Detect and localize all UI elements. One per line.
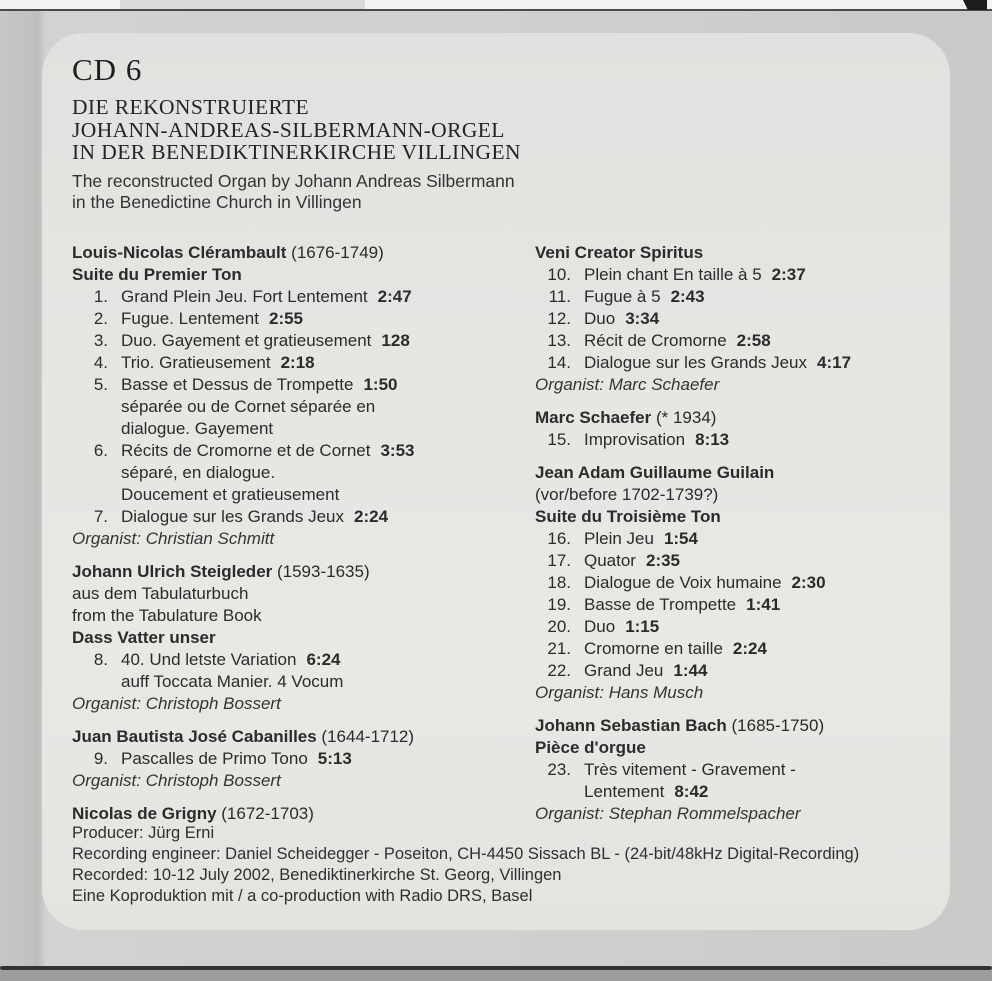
heading-bold-text: Suite du Troisième Ton xyxy=(535,507,721,526)
credits-footer xyxy=(72,823,859,907)
track-title: séparée ou de Cornet séparée en xyxy=(121,397,376,416)
track-time: 3:53 xyxy=(380,441,415,460)
track-time: 8:13 xyxy=(695,430,730,449)
track-title: Récits de Cromorne et de Cornet xyxy=(121,441,371,460)
track-row xyxy=(535,352,935,374)
section-heading-line xyxy=(535,462,935,484)
album-title-english xyxy=(72,171,521,214)
composer-section xyxy=(535,715,935,825)
heading-bold-text: Louis-Nicolas Clérambault xyxy=(72,243,287,262)
track-number: 9. xyxy=(93,749,108,768)
track-row xyxy=(535,759,935,781)
track-title: Fugue. Lentement xyxy=(121,309,259,328)
composer-section xyxy=(535,242,935,396)
track-time: 2:55 xyxy=(268,309,304,328)
track-number xyxy=(72,418,108,440)
track-number: 13. xyxy=(547,331,571,350)
track-row xyxy=(72,308,502,330)
page-header xyxy=(72,53,521,214)
track-time: 1:50 xyxy=(363,375,398,394)
track-row xyxy=(72,286,502,308)
track-title: Trio. Gratieusement xyxy=(121,353,271,372)
track-number: 5. xyxy=(93,375,108,394)
heading-text: (* 1934) xyxy=(651,408,717,427)
track-time: 3:34 xyxy=(625,309,660,328)
track-time: 1:41 xyxy=(746,595,781,614)
track-time: 4:17 xyxy=(817,353,852,372)
heading-text: (1685-1750) xyxy=(726,716,825,735)
track-title: Pascalles de Primo Tono xyxy=(121,749,308,768)
heading-bold-text: Pièce d'orgue xyxy=(535,738,646,757)
track-row xyxy=(72,330,502,352)
track-number: 7. xyxy=(93,507,108,526)
heading-bold-text: Suite du Premier Ton xyxy=(72,265,242,284)
organist-credit: Organist: Marc Schaefer xyxy=(535,375,720,394)
heading-bold-text: Jean Adam Guillaume Guilain xyxy=(535,463,775,482)
track-continuation-row xyxy=(72,484,502,506)
heading-bold-text: Dass Vatter unser xyxy=(72,628,216,647)
track-title: auff Toccata Manier. 4 Vocum xyxy=(121,672,344,691)
track-row xyxy=(535,286,935,308)
track-row xyxy=(72,440,502,462)
title-line-1: DIE REKONSTRUIERTE xyxy=(72,95,310,119)
track-row xyxy=(72,374,502,396)
track-title: Basse de Trompette xyxy=(584,595,737,614)
heading-text: aus dem Tabulaturbuch xyxy=(72,584,249,603)
track-continuation-row xyxy=(72,396,502,418)
track-title: Plein Jeu xyxy=(584,529,654,548)
track-number: 2. xyxy=(93,309,108,328)
track-row xyxy=(72,506,502,528)
composer-section xyxy=(535,462,935,704)
track-number: 11. xyxy=(548,287,571,306)
album-title-german xyxy=(72,96,521,164)
track-time: 2:35 xyxy=(645,551,681,570)
track-title: Quator xyxy=(584,551,636,570)
track-title: Dialogue de Voix humaine xyxy=(584,573,782,592)
track-title: Très vitement - Gravement - xyxy=(584,760,796,779)
track-title: Plein chant En taille à 5 xyxy=(584,265,762,284)
track-title: Dialogue sur les Grands Jeux xyxy=(121,507,345,526)
credit-producer: Producer: Jürg Erni xyxy=(72,824,215,842)
track-row xyxy=(72,649,502,671)
track-time: 2:37 xyxy=(771,265,806,284)
section-heading-line xyxy=(535,737,935,759)
heading-bold-text: Juan Bautista José Cabanilles xyxy=(72,727,317,746)
track-title: Duo. Gayement et gratieusement xyxy=(121,331,372,350)
track-time: 8:42 xyxy=(674,782,709,801)
composer-section xyxy=(72,242,502,550)
heading-bold-text: Johann Sebastian Bach xyxy=(535,716,727,735)
track-time: 2:18 xyxy=(280,353,315,372)
track-title: dialogue. Gayement xyxy=(121,419,274,438)
heading-text: (1672-1703) xyxy=(216,804,314,823)
track-time: 1:15 xyxy=(625,617,660,636)
organist-credit: Organist: Christoph Bossert xyxy=(72,694,281,713)
track-title: Duo xyxy=(584,617,616,636)
track-continuation-row xyxy=(72,418,502,440)
track-row xyxy=(535,308,935,330)
track-row xyxy=(535,572,935,594)
track-number: 8. xyxy=(93,650,108,669)
track-number: 3. xyxy=(93,331,108,350)
subtitle-line-1: The reconstructed Organ by Johann Andreas Silbermann xyxy=(72,170,515,191)
track-title: Cromorne en taille xyxy=(584,639,723,658)
scan-bottom-edge-shade xyxy=(0,970,992,981)
track-time: 1:44 xyxy=(673,661,708,680)
track-number: 4. xyxy=(93,353,108,372)
heading-bold-text: Nicolas de Grigny xyxy=(72,804,217,823)
section-heading-line xyxy=(535,715,935,737)
track-number: 22. xyxy=(547,661,571,680)
track-row xyxy=(535,616,935,638)
track-number xyxy=(72,462,108,484)
section-heading-line xyxy=(72,803,502,825)
section-heading-line xyxy=(72,561,502,583)
heading-text: (1676-1749) xyxy=(286,243,384,262)
track-title: 40. Und letste Variation xyxy=(121,650,297,669)
track-title: Récit de Cromorne xyxy=(584,331,727,350)
composer-section xyxy=(72,803,502,825)
track-row xyxy=(535,660,935,682)
track-number: 14. xyxy=(547,353,571,372)
track-time: 5:13 xyxy=(317,749,352,768)
track-row xyxy=(535,330,935,352)
track-number: 10. xyxy=(547,265,571,284)
track-number: 6. xyxy=(93,441,108,460)
track-number: 19. xyxy=(547,595,571,614)
track-time: 2:24 xyxy=(732,639,767,658)
heading-text: (1593-1635) xyxy=(272,562,370,581)
track-number: 15. xyxy=(547,430,571,449)
track-column-left xyxy=(72,242,502,836)
heading-text: from the Tabulature Book xyxy=(72,606,262,625)
title-line-2: JOHANN-ANDREAS-SILBERMANN-ORGEL xyxy=(72,117,505,142)
organist-credit: Organist: Christian Schmitt xyxy=(72,529,275,548)
booklet-page xyxy=(42,33,950,930)
track-title: Doucement et gratieusement xyxy=(121,485,340,504)
section-heading-line xyxy=(535,506,935,528)
section-heading-line xyxy=(72,605,502,627)
track-number: 18. xyxy=(547,573,571,592)
track-row xyxy=(535,638,935,660)
section-heading-line xyxy=(72,627,502,649)
track-time: 2:30 xyxy=(791,573,826,592)
track-time: 1:54 xyxy=(663,529,698,548)
track-time: 128 xyxy=(381,331,410,350)
track-number: 17. xyxy=(547,551,571,570)
section-heading-line xyxy=(535,484,935,506)
organist-credit: Organist: Stephan Rommelspacher xyxy=(535,804,801,823)
heading-text: (1644-1712) xyxy=(316,727,415,746)
composer-section xyxy=(72,726,502,792)
track-number: 21. xyxy=(547,639,571,658)
organist-credit: Organist: Hans Musch xyxy=(535,683,704,702)
section-heading-line xyxy=(72,726,502,748)
track-number: 16. xyxy=(547,529,571,548)
heading-bold-text: Marc Schaefer xyxy=(535,408,652,427)
track-row xyxy=(535,528,935,550)
track-title: Grand Jeu xyxy=(584,661,664,680)
track-number xyxy=(535,781,571,803)
heading-bold-text: Johann Ulrich Steigleder xyxy=(72,562,273,581)
credit-recording-engineer: Recording engineer: Daniel Scheidegger - Poseiton, CH-4450 Sissach BL - (24-bit/48kHz Digital-Recording) xyxy=(72,845,860,863)
track-time: 2:58 xyxy=(736,331,771,350)
track-title: Improvisation xyxy=(584,430,686,449)
track-continuation-row xyxy=(535,781,935,803)
track-row xyxy=(535,429,935,451)
track-continuation-row xyxy=(72,671,502,693)
section-heading-line xyxy=(535,242,935,264)
track-title: Dialogue sur les Grands Jeux xyxy=(584,353,808,372)
track-row xyxy=(535,594,935,616)
track-time: 2:43 xyxy=(670,287,705,306)
organist-credit: Organist: Christoph Bossert xyxy=(72,771,281,790)
subtitle-line-2: in the Benedictine Church in Villingen xyxy=(72,192,362,212)
track-title: Duo xyxy=(584,309,616,328)
track-number xyxy=(72,671,108,693)
scan-top-edge-shade xyxy=(120,0,365,9)
track-row xyxy=(535,550,935,572)
track-title: Grand Plein Jeu. Fort Lentement xyxy=(121,287,368,306)
track-number xyxy=(72,484,108,506)
track-title: Basse et Dessus de Trompette xyxy=(121,375,354,394)
track-number xyxy=(72,396,108,418)
track-number: 12. xyxy=(547,309,571,328)
track-title: séparé, en dialogue. xyxy=(121,463,276,482)
track-time: 6:24 xyxy=(306,650,341,669)
heading-text: (vor/before 1702-1739?) xyxy=(535,485,719,504)
disc-label: CD 6 xyxy=(72,52,143,87)
title-line-3: IN DER BENEDIKTINERKIRCHE VILLINGEN xyxy=(72,140,521,164)
track-title: Lentement xyxy=(584,782,665,801)
track-time: 2:24 xyxy=(354,507,389,526)
track-row xyxy=(72,748,502,770)
track-time: 2:47 xyxy=(377,287,412,306)
track-number: 1. xyxy=(93,287,108,306)
track-row xyxy=(535,264,935,286)
track-column-right xyxy=(535,242,935,836)
section-heading-line xyxy=(72,264,502,286)
track-number: 20. xyxy=(547,617,571,636)
track-number: 23. xyxy=(547,760,571,779)
composer-section xyxy=(72,561,502,715)
scan-top-edge xyxy=(0,0,992,11)
track-row xyxy=(72,352,502,374)
track-continuation-row xyxy=(72,462,502,484)
heading-bold-text: Veni Creator Spiritus xyxy=(535,243,704,262)
track-title: Fugue à 5 xyxy=(584,287,661,306)
section-heading-line xyxy=(535,407,935,429)
section-heading-line xyxy=(72,583,502,605)
credit-coproduction: Eine Koproduktion mit / a co-production with Radio DRS, Basel xyxy=(72,887,533,905)
credit-recorded: Recorded: 10-12 July 2002, Benediktinerkirche St. Georg, Villingen xyxy=(72,866,562,884)
composer-section xyxy=(535,407,935,451)
section-heading-line xyxy=(72,242,502,264)
